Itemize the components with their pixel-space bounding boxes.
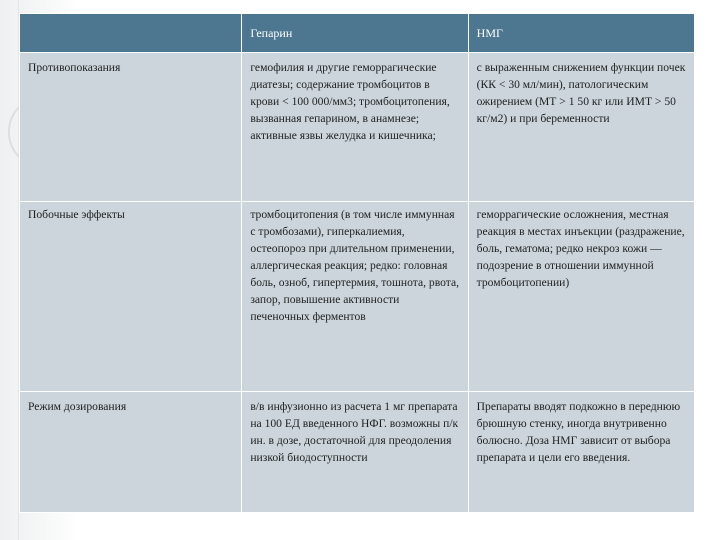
row-label: Противопоказания (28, 61, 121, 75)
header-cell-empty (20, 14, 242, 53)
heparin-text: тромбоцитопения (в том числе иммунная с тромбозами), гиперкалиемия, остеопороз при длительном применении, аллергическая реакция; редко: головная боль, озноб, гипертермия, тошнота, рвота, запор, повышение активности печеночных ферментов (250, 208, 459, 324)
table-row (20, 202, 695, 391)
header-lmwh-text: НМГ (476, 26, 503, 40)
heparin-text: гемофилия и другие геморрагические диатезы; содержание тромбоцитов в крови < 100 000/мм3; тромбоцитопения, вызванная гепарином, в анамнезе; активные язвы желудка и кишечника; (250, 61, 450, 143)
table-row (20, 53, 695, 202)
table-row (20, 391, 695, 512)
lmwh-cell (468, 391, 694, 512)
lmwh-text: Препараты вводят подкожно в переднюю брюшную стенку, иногда внутривенно болюсно. Доза НМГ зависит от выбора препарата и цели его введения. (476, 399, 681, 464)
heparin-cell (242, 202, 468, 391)
comparison-table (19, 13, 695, 513)
table-header-row (20, 14, 695, 53)
lmwh-cell (468, 202, 694, 391)
heparin-text: в/в инфузионно из расчета 1 мг препарата на 100 ЕД введенного НФГ. возможны п/к ин. в дозе, достаточной для преодоления низкой биодоступности (250, 399, 459, 464)
header-cell-lmwh (468, 14, 694, 53)
lmwh-cell (468, 53, 694, 202)
row-label-cell (20, 202, 242, 391)
heparin-cell (242, 391, 468, 512)
header-heparin-text: Гепарин (250, 26, 293, 40)
row-label-cell (20, 391, 242, 512)
lmwh-text: геморрагические осложнения, местная реакция в местах инъекции (раздражение, боль, гематома; редко некроз кожи — подозрение в отношении иммунной тромбоцитопении) (476, 208, 685, 290)
row-label: Режим дозирования (28, 399, 127, 413)
lmwh-text: с выраженным снижением функции почек (КК < 30 мл/мин), патологическим ожирением (МТ > 1 50 кг или ИМТ > 50 кг/м2) и при беременности (476, 61, 686, 126)
row-label: Побочные эффекты (28, 208, 125, 222)
header-cell-heparin (242, 14, 468, 53)
row-label-cell (20, 53, 242, 202)
heparin-cell (242, 53, 468, 202)
